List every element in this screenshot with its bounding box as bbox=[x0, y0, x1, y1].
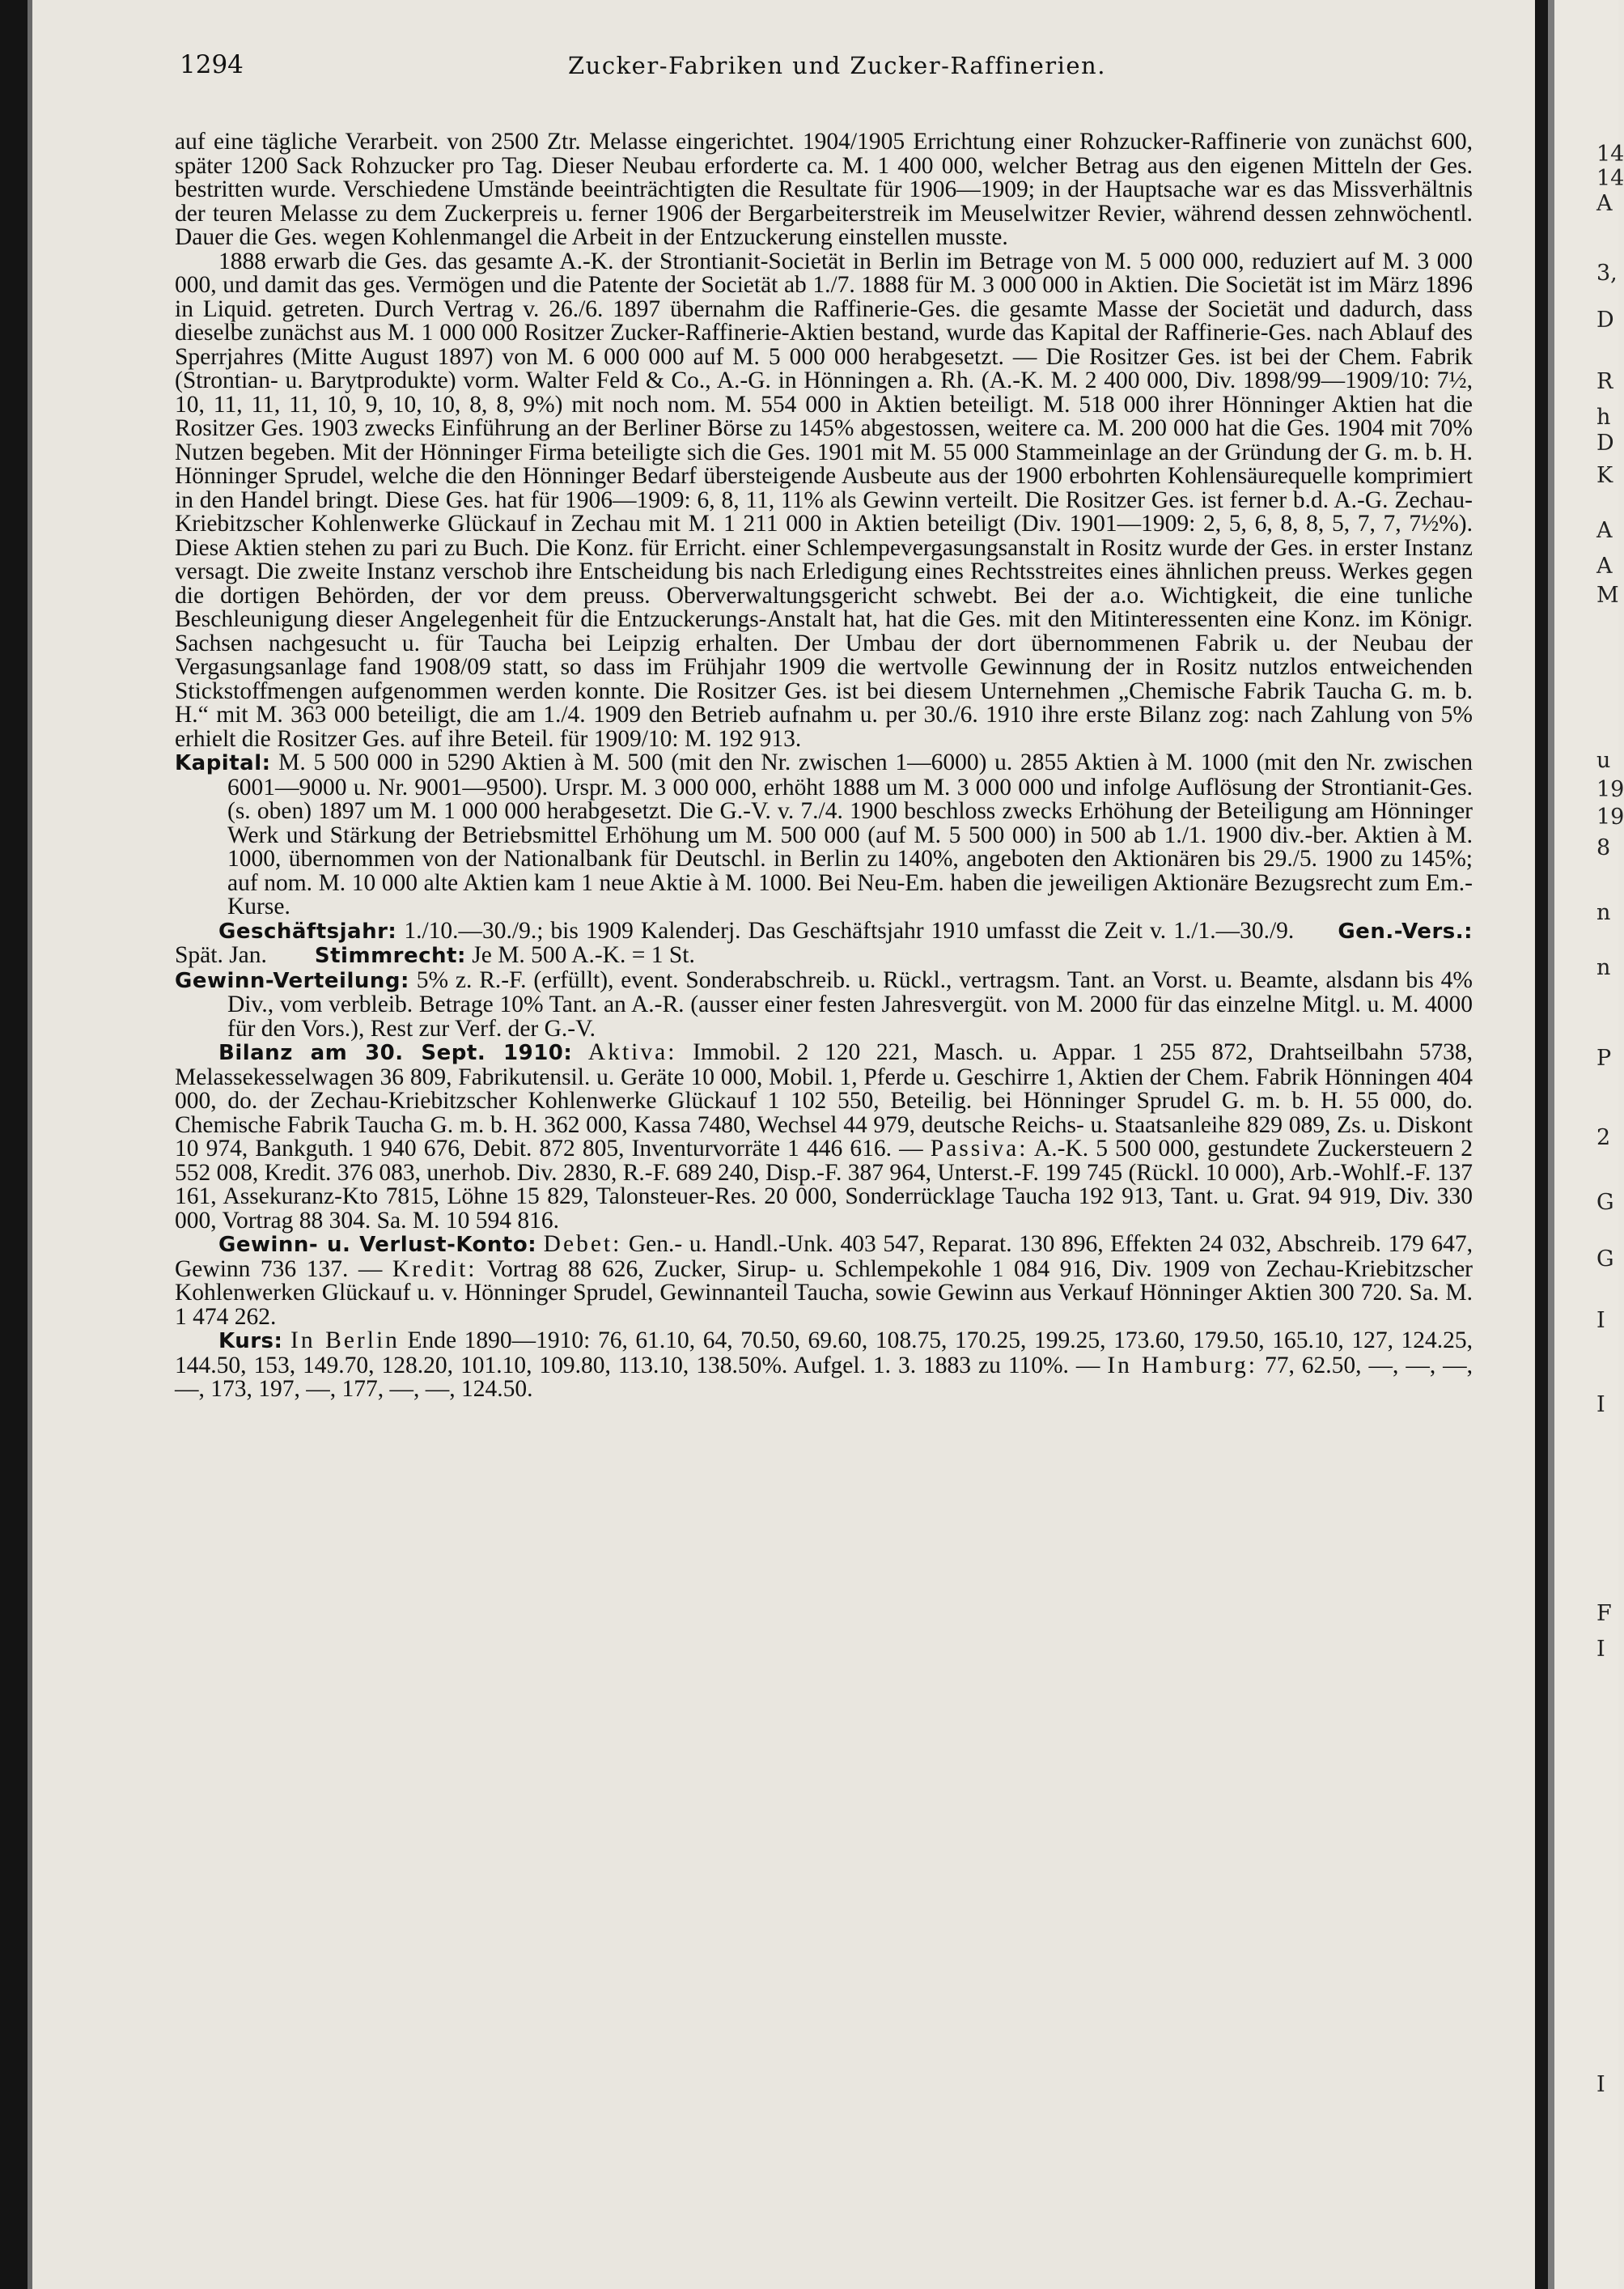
adjacent-char: 14 bbox=[1596, 142, 1624, 167]
adjacent-char: K bbox=[1596, 463, 1613, 488]
kurs-hamburg-text: 77, 62.50, —, —, —, —, 173, 197, —, 177, —, —, 124.50. bbox=[175, 1352, 1473, 1402]
adjacent-char: I bbox=[1596, 1392, 1605, 1417]
adjacent-char: 19 bbox=[1596, 805, 1624, 830]
debet-label: Debet: bbox=[543, 1231, 622, 1257]
bilanz-aktiva-text: Immobil. 2 120 221, Masch. u. Appar. 1 255 872, Drahtseilbahn 5738, Melassekesselwagen 36 809, Fabrikutensil. u. Geräte 10 000, Mobil. 1, Pferde u. Geschirre 1, Aktien der Chem. Fabrik Hönningen 404 000, do. der Zechau-Kriebitzscher Kohlenwerke Glückauf 1 102 550, Beteilig. bei Hönninger Sprudel G. m. b. H. 55 000, do. Chemische Fabrik Taucha G. m. b. H. 362 000, Kassa 7480, Wechsel 44 979, deutsche Reichs- u. Staatsanleihe 829 089, Zs. u. Diskont 10 974, Bankguth. 1 940 676, Debit. 872 805, Inventurvorräte 1 446 616. — bbox=[175, 1039, 1473, 1161]
kapital-label: Kapital: bbox=[175, 751, 271, 775]
adjacent-char: F bbox=[1596, 1601, 1612, 1626]
geschaeftsjahr-text: 1./10.—30./9.; bis 1909 Kalenderj. Das Geschäftsjahr 1910 umfasst die Zeit v. 1./1.—30./9. bbox=[404, 917, 1295, 944]
stimmrecht-text: Je M. 500 A.-K. = 1 St. bbox=[472, 942, 695, 968]
gen-vers-label: Gen.-Vers.: bbox=[1338, 919, 1473, 944]
adjacent-char: A bbox=[1596, 191, 1613, 216]
bilanz-passiva-text: A.-K. 5 500 000, gestundete Zuckersteuern 2 552 008, Kredit. 376 083, unerhob. Div. 2830, R.-F. 689 240, Disp.-F. 387 964, Unterst.-F. 199 745 (Rückl. 10 000), Arb.-Wohlf.-F. 137 161, Assekuranz-Kto 7815, Löhne 15 829, Talonsteuer-Res. 20 000, Sonderrücklage Taucha 192 913, Tant. u. Grat. 94 919, Div. 330 000, Vortrag 88 304. Sa. M. 10 594 816. bbox=[175, 1136, 1473, 1234]
kurs-berlin-text: Ende 1890—1910: 76, 61.10, 64, 70.50, 69.60, 108.75, 170.25, 199.25, 173.60, 179.50, 165.10, 127, 124.25, 144.50, 153, 149.70, 128.20, 101.10, 109.80, 113.10, 138.50%. Aufgel. 1. 3. 1883 zu 110%. — bbox=[175, 1327, 1473, 1378]
aktiva-label: Aktiva: bbox=[587, 1039, 677, 1065]
gewinn-verteilung-text: 5% z. R.-F. (erfüllt), event. Sonderabschreib. u. Rückl., vertragsm. Tant. an Vorst. u. Beamte, alsdann bis 4% Div., vom verbleib. Betrage 10% Tant. an A.-R. (ausser einer festen Jahresvergüt. von M. 2000 für das einzelne Mitgl. u. M. 4000 für den Vors.), Rest zur Verf. der G.-V. bbox=[227, 966, 1473, 1042]
page-body bbox=[175, 130, 1473, 1402]
kurs-hamburg-label: In Hamburg: bbox=[1107, 1352, 1257, 1378]
running-title: Zucker-Fabriken und Zucker-Raffinerien. bbox=[568, 52, 1106, 79]
guv-section bbox=[175, 1233, 1473, 1329]
kurs-berlin-label: In Berlin bbox=[290, 1327, 400, 1353]
adjacent-char: 14 bbox=[1596, 166, 1624, 191]
gen-vers-text: Spät. Jan. bbox=[175, 942, 267, 968]
book-gutter-shadow bbox=[1548, 0, 1554, 2289]
adjacent-char: I bbox=[1596, 2072, 1605, 2097]
adjacent-char: u bbox=[1596, 748, 1611, 773]
passiva-label: Passiva: bbox=[930, 1136, 1028, 1161]
adjacent-char: h bbox=[1596, 405, 1611, 430]
guv-debet-text: Gen.- u. Handl.-Unk. 403 547, Reparat. 130 896, Effekten 24 032, Abschreib. 179 647, Gewinn 736 137. — bbox=[175, 1231, 1473, 1282]
gewinn-verteilung-section bbox=[175, 966, 1473, 1042]
kredit-label: Kredit: bbox=[392, 1255, 477, 1282]
stimmrecht-label: Stimmrecht: bbox=[314, 944, 466, 968]
book-gutter bbox=[1535, 0, 1548, 2289]
page-header bbox=[180, 50, 1495, 91]
geschaeftsjahr-line bbox=[175, 919, 1473, 969]
adjacent-char: 3, bbox=[1596, 261, 1618, 286]
strontianit-paragraph: 1888 erwarb die Ges. das gesamte A.-K. der Strontianit-Societät in Berlin im Betrage von M. 5 000 000, reduziert auf M. 3 000 000, und damit das ges. Vermögen und die Patente der Societät ab 1./7. 1888 für M. 3 000 000 in Aktien. Die Societät ist im März 1896 in Liquid. getreten. Durch Vertrag v. 26./6. 1897 übernahm die Raffinerie-Ges. die gesamte Masse der Societät und dadurch, dass dieselbe zunächst aus M. 1 000 000 Rositzer Zucker-Raffinerie-Aktien bestand, wurde das Kapital der Raffinerie-Ges. nach Ablauf des Sperrjahres (Mitte August 1897) von M. 6 000 000 auf M. 5 000 000 herabgesetzt. — Die Rositzer Ges. ist bei der Chem. Fabrik (Strontian- u. Barytprodukte) vorm. Walter Feld & Co., A.-G. in Hönningen a. Rh. (A.-K. M. 2 400 000, Div. 1898/99—1909/10: 7½, 10, 11, 11, 11, 10, 9, 10, 10, 8, 8, 9%) mit noch nom. M. 554 000 in Aktien beteiligt. M. 518 000 ihrer Hönninger Aktien hat die Rositzer Ges. 1903 zwecks Einführung an der Berliner Börse zu 145% abgestossen, weitere ca. M. 200 000 hat die Ges. 1904 mit 70% Nutzen begeben. Mit der Hönninger Firma beteiligte sich die Ges. 1901 mit M. 55 000 Stammeinlage an der Gründung der G. m. b. H. Hönninger Sprudel, welche die den Hönninger Bedarf übersteigende Ausbeute aus der 1900 erbohrten Kohlensäurequelle komprimiert in den Handel bringt. Diese Ges. hat für 1906—1909: 6, 8, 11, 11% als Gewinn verteilt. Die Rositzer Ges. ist ferner b.d. A.-G. Zechau-Kriebitzscher Kohlenwerke Glückauf in Zechau mit M. 1 211 000 in Aktien beteiligt (Div. 1901—1909: 2, 5, 6, 8, 8, 5, 7, 7, 7½%). Diese Aktien stehen zu pari zu Buch. Die Konz. für Erricht. einer Schlempevergasungsanstalt in Rositz wurde der Ges. in erster Instanz versagt. Die zweite Instanz verschob ihre Entscheidung bis nach Erledigung eines Rechtsstreites eines ähnlichen preuss. Werkes gegen die dortigen Behörden, der vor dem preuss. Oberverwaltungsgericht schwebt. Bei der a.o. Wichtigkeit, die eine tunliche Beschleunigung dieser Angelegenheit für die Entzuckerungs-Anstalt hat, hat die Ges. mit den Mitinteressenten eine Konz. im Königr. Sachsen nachgesucht u. für Taucha bei Leipzig erhalten. Der Umbau der dort übernommenen Fabrik u. der Neubau der Vergasungsanlage fand 1908/09 statt, so dass im Frühjahr 1909 die wertvolle Gewinnung der in Rositz nutzlos entweichenden Stickstoffmengen aufgenommen werden konnte. Die Rositzer Ges. ist bei diesem Unternehmen „Chemische Fabrik Taucha G. m. b. H.“ mit M. 363 000 beteiligt, die am 1./4. 1909 den Betrieb aufnahm u. per 30./6. 1910 ihre erste Bilanz zog: nach Zahlung von 5% erhielt die Rositzer Ges. auf ihre Beteil. für 1909/10: M. 192 913. bbox=[175, 248, 1473, 752]
page-number: 1294 bbox=[180, 50, 244, 79]
kurs-section bbox=[175, 1329, 1473, 1402]
adjacent-char: n bbox=[1596, 900, 1611, 925]
guv-kredit-text: Vortrag 88 626, Zucker, Sirup- u. Schlempekohle 1 084 916, Div. 1909 von Zechau-Kriebitzscher Kohlenwerken Glückauf u. v. Hönninger Sprudel, Gewinnanteil Taucha, sowie Gewinn aus Verkauf Hönninger Aktien 300 720. Sa. M. 1 474 262. bbox=[175, 1255, 1473, 1330]
adjacent-char: n bbox=[1596, 955, 1611, 980]
kapital-text: M. 5 500 000 in 5290 Aktien à M. 500 (mit den Nr. zwischen 1—6000) u. 2855 Aktien à M. 1000 (mit den Nr. zwischen 6001—9000 u. Nr. 9001—9500). Urspr. M. 3 000 000, erhöht 1888 um M. 3 000 000 und infolge Auflösung der Strontianit-Ges. (s. oben) 1897 um M. 1 000 000 herabgesetzt. Die G.-V. v. 7./4. 1900 beschloss zwecks Erhöhung der Beteiligung am Hönninger Werk und Stärkung der Betriebsmittel Erhöhung um M. 500 000 (auf M. 5 500 000) in 500 ab 1./1. 1900 div.-ber. Aktien à M. 1000, übernommen von der Nationalbank für Deutschl. in Berlin zu 140%, angeboten den Aktionären bis 29./5. 1900 zu 145%; auf nom. M. 10 000 alte Aktien kam 1 neue Aktie à M. 1000. Bei Neu-Em. haben die jeweiligen Aktionäre Bezugsrecht zum Em.-Kurse. bbox=[227, 750, 1473, 919]
gewinn-verteilung-label: Gewinn-Verteilung: bbox=[175, 968, 409, 993]
adjacent-char: M bbox=[1596, 583, 1619, 608]
adjacent-char: 19 bbox=[1596, 777, 1624, 802]
adjacent-char: A bbox=[1596, 518, 1613, 543]
geschaeftsjahr-label: Geschäftsjahr: bbox=[218, 919, 397, 944]
kapital-section bbox=[175, 751, 1473, 919]
adjacent-char: I bbox=[1596, 1308, 1605, 1333]
adjacent-char: 8 bbox=[1596, 835, 1611, 860]
guv-label: Gewinn- u. Verlust-Konto: bbox=[218, 1233, 537, 1257]
bilanz-label: Bilanz am 30. Sept. 1910: bbox=[218, 1041, 573, 1065]
adjacent-char: I bbox=[1596, 1637, 1605, 1662]
adjacent-char: A bbox=[1596, 554, 1613, 579]
adjacent-char: G bbox=[1596, 1190, 1614, 1215]
adjacent-char: D bbox=[1596, 431, 1614, 456]
bilanz-section bbox=[175, 1041, 1473, 1233]
scan-left-shadow bbox=[28, 0, 32, 2289]
adjacent-char: G bbox=[1596, 1246, 1614, 1272]
adjacent-page-fragment bbox=[1554, 0, 1624, 2289]
scan-left-edge bbox=[0, 0, 28, 2289]
adjacent-char: 2 bbox=[1596, 1125, 1611, 1150]
adjacent-char: D bbox=[1596, 308, 1614, 333]
adjacent-char: R bbox=[1596, 369, 1613, 394]
history-paragraph: auf eine tägliche Verarbeit. von 2500 Ztr. Melasse eingerichtet. 1904/1905 Errichtung einer Rohzucker-Raffinerie von zunächst 600, später 1200 Sack Rohzucker pro Tag. Dieser Neubau erforderte ca. M. 1 400 000, welcher Betrag aus den eigenen Mitteln der Ges. bestritten wurde. Verschiedene Umstände beeinträchtigten die Resultate für 1906—1909; in der Hauptsache war es das Missverhältnis der teuren Melasse zu dem Zuckerpreis u. ferner 1906 der Bergarbeiterstreik im Meuselwitzer Revier, während dessen zehnwöchentl. Dauer die Ges. wegen Kohlenmangel die Arbeit in der Entzuckerung einstellen musste. bbox=[175, 129, 1473, 250]
kurs-label: Kurs: bbox=[218, 1329, 283, 1353]
adjacent-char: P bbox=[1596, 1046, 1612, 1071]
